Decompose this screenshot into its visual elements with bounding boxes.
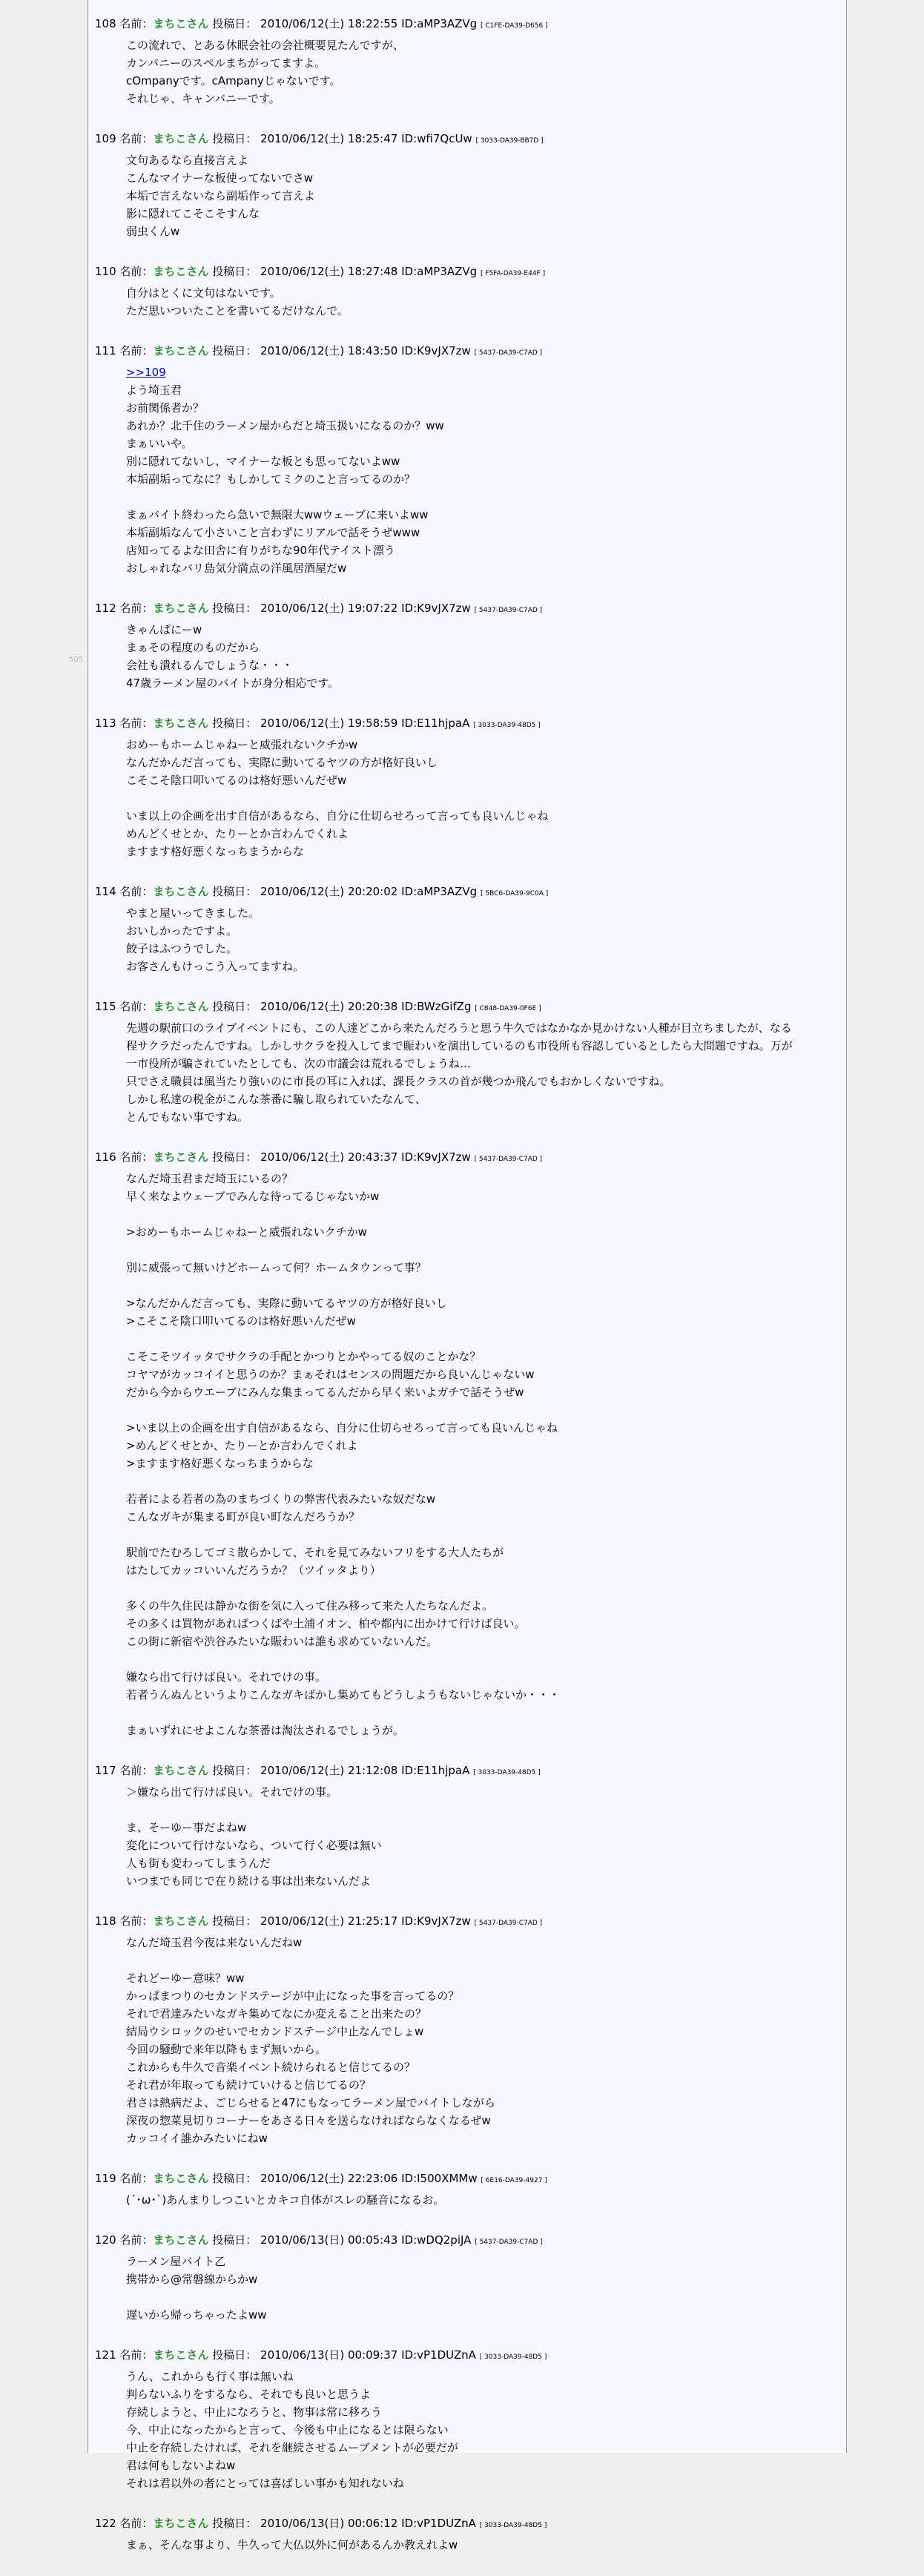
post-header [95,2231,836,2251]
poster-id: ID:wfi7QcUw [401,132,472,145]
post-date: 2010/06/12(土) 18:27:48 [260,265,398,278]
post-header [95,599,836,619]
poster-name: まちこさん [153,2233,209,2247]
post-line: なんだ埼玉君今夜は来ないんだねw [126,1936,303,1949]
post-line [126,1330,836,1348]
name-label: 名前： [119,1764,154,1777]
post-line [126,1704,836,1722]
post [95,1148,836,1739]
post-line: まぁ、そんな事より、牛久って大仏以外に何があるんか教えれよw [126,2538,458,2552]
post-number: 122 [95,2517,116,2530]
poster-id: ID:K9vJX7zw [401,1150,471,1164]
post-line [126,1801,836,1819]
post-number: 121 [95,2348,116,2362]
post-line: こそこそツイッタでサクラの手配とかつりとかやってる奴のことかな？ [126,1350,481,1363]
post-line: めんどくせとか、たりーとか言わんでくれよ [126,827,349,840]
post-header [95,1912,836,1932]
post-line: おしゃれなバリ島気分満点の洋風居酒屋だw [126,561,347,575]
post-number: 110 [95,265,116,278]
post-line: はたしてカッコいいんだろうか？（ツイッタより） [126,1564,381,1577]
posted-label: 投稿日： [212,1914,257,1928]
host-code: [ C848-DA39-0F6E ] [475,1005,541,1012]
post-number: 113 [95,717,116,730]
post-line: 只でさえ職員は風当たり強いのに市長の耳に入れば、課長クラスの首が幾つか飛んでもおかしくないですね。 [126,1075,671,1088]
posted-label: 投稿日： [212,132,257,145]
post-line: 深夜の惣菜見切りコーナーをあさる日々を送らなければならなくなるぜw [126,2114,491,2127]
posted-label: 投稿日： [212,17,257,30]
post-header [95,342,836,362]
post-date: 2010/06/12(土) 18:43:50 [260,344,398,358]
post-date: 2010/06/12(土) 21:25:17 [260,1914,398,1928]
post-line: 早く来なよウェーブでみんな待ってるじゃないかw [126,1190,380,1203]
post-line: 店知ってるよな田舎に有りがちな90年代テイスト漂う [126,544,395,557]
post-line: 今、中止になったからと言って、今後も中止になるとは限らない [126,2423,449,2437]
name-label: 名前： [119,1914,154,1928]
poster-id: ID:vP1DUZnA [401,2517,476,2530]
poster-name: まちこさん [153,1764,209,1777]
post-header [95,2170,836,2190]
post-line: まぁいずれにせよこんな茶番は淘汰されるでしょうが。 [126,1724,404,1737]
post-date: 2010/06/12(土) 19:07:22 [260,602,398,615]
posted-label: 投稿日： [212,2233,257,2247]
post-line: 若者うんぬんというよりこんなガキばかし集めてもどうしようもないじゃないか・・・ [126,1688,561,1702]
poster-name: まちこさん [153,1150,209,1164]
post-list [95,15,836,2576]
post-line: >ますます格好悪くなっちまうからな [126,1457,314,1470]
post-line: いつまでも同じで在り続ける事は出来ないんだよ [126,1874,372,1888]
post-line: (´･ω･`)あんまりしつこいとカキコ自体がスレの騒音になるお。 [126,2193,445,2207]
post-date: 2010/06/12(土) 20:20:38 [260,1000,398,1013]
post-line: 存続しようと、中止になろうと、物事は常に移ろう [126,2405,383,2419]
post-line: とんでもない事ですね。 [126,1110,249,1124]
name-label: 名前： [119,2233,154,2247]
post-line [126,789,836,807]
post-line [126,1951,836,1969]
post-line: まぁいいや。 [126,437,193,450]
post-line: かっぱまつりのセカンドステージが中止になった事を言ってるの？ [126,1989,460,2003]
post-line: 携帯から@常磐線からかw [126,2273,258,2286]
post-line: この街に新宿や渋谷みたいな賑わいは誰も求めていないんだ。 [126,1635,438,1648]
posted-label: 投稿日： [212,885,257,898]
poster-id: ID:K9vJX7zw [401,1914,471,1928]
posted-label: 投稿日： [212,1764,257,1777]
post-header [95,714,836,734]
poster-name: まちこさん [153,265,209,278]
post-line: よう埼玉君 [126,383,182,397]
host-code: [ 5BC6-DA39-9C0A ] [480,890,549,897]
post-line: 影に隠れてこそこそすんな [126,207,260,220]
post [95,2231,836,2324]
post-line: ＞嫌なら出て行けば良い。それでけの事。 [126,1785,338,1799]
host-code: [ 5437-DA39-C7AD ] [474,1920,543,1927]
poster-name: まちこさん [153,2348,209,2362]
post-line: >おめーもホームじゃねーと威張れないクチかw [126,1225,367,1239]
post-date: 2010/06/12(土) 21:12:08 [260,1764,398,1777]
post-line: ま、そーゆー事だよねw [126,1821,247,1834]
post-line: 先週の駅前口のライブイベントにも、この人達どこから来たんだろうと思う牛久ではなかなか見かけない人種が目立ちましたが、なる [126,1021,792,1035]
post-line [126,1650,836,1668]
post-number: 114 [95,885,116,898]
post-body [126,363,836,577]
post-line [126,1472,836,1490]
post-line: 本垢で言えないなら副垢作って言えよ [126,189,316,202]
post-line: 自分はとくに文句はないです。 [126,286,281,300]
post-line [126,1579,836,1597]
post-line [126,1241,836,1259]
post-line: いま以上の企画を出す自信があるなら、自分に仕切らせろって言っても良いんじゃね [126,809,549,823]
post-body [126,2253,836,2324]
post-body [126,621,836,692]
post-line: 若者による若者の為のまちづくりの弊害代表みたいな奴だなw [126,1492,436,1506]
post [95,599,836,692]
post-header [95,1148,836,1168]
post-date: 2010/06/13(日) 00:09:37 [260,2348,398,2362]
post [95,998,836,1126]
post-line: なんだ埼玉君まだ埼玉にいるの？ [126,1172,294,1185]
post-number: 119 [95,2172,116,2185]
post-header [95,1762,836,1782]
post-line [126,1277,836,1294]
post [95,15,836,108]
post-line: カッコイイ誰かみたいにねw [126,2132,268,2145]
post [95,342,836,577]
post-line: ただ思いついたことを書いてるだけなんで。 [126,304,349,317]
post-line: これからも牛久で音楽イベント続けられると信じてるの？ [126,2061,416,2074]
post-line: その多くは買物があればつくばや土浦イオン、柏や都内に出かけて行けば良い。 [126,1617,526,1630]
post-line: >こそこそ陰口叩いてるのは格好悪いんだぜw [126,1314,356,1328]
post-line: それで君達みたいなガキ集めてなにか変えること出来たの？ [126,2007,427,2020]
poster-name: まちこさん [153,1914,209,1928]
post-line: 本垢副垢なんて小さいこと言わずにリアルで話そうぜwww [126,526,420,539]
post-line [126,1526,836,1544]
post [95,130,836,240]
post-line: 多くの牛久住民は静かな街を気に入って住み移って来た人たちなんだよ。 [126,1599,494,1613]
post-body [126,1783,836,1890]
post-body [126,904,836,975]
post-line: うん、これからも行く事は無いね [126,2370,294,2383]
name-label: 名前： [119,2348,154,2362]
post-body [126,2191,836,2209]
post-header [95,2346,836,2366]
posted-label: 投稿日： [212,2172,257,2185]
host-code: [ 3033-DA39-48D5 ] [473,722,541,729]
name-label: 名前： [119,344,154,358]
post-header [95,130,836,150]
post-number: 117 [95,1764,116,1777]
thread-page [88,0,847,2552]
post-header [95,15,836,35]
name-label: 名前： [119,717,154,730]
poster-name: まちこさん [153,2172,209,2185]
post-line: >なんだかんだ言っても、実際に動いてるヤツの方が格好良いし [126,1297,447,1310]
posted-label: 投稿日： [212,344,257,358]
post [95,1912,836,2147]
post-line: 会社も潰れるんでしょうな・・・ [126,659,294,672]
post-line: 君は何もしないよねw [126,2459,236,2472]
poster-id: ID:aMP3AZVg [401,885,478,898]
post-body [126,736,836,860]
post-number: 118 [95,1914,116,1928]
side-mark: 505 [69,656,84,664]
name-label: 名前： [119,885,154,898]
post-line: 結局ウシロックのせいでセカンドステージ中止なんでしょw [126,2025,424,2038]
poster-id: ID:aMP3AZVg [401,265,478,278]
name-label: 名前： [119,132,154,145]
post-line: >いま以上の企画を出す自信があるなら、自分に仕切らせろって言っても良いんじゃね [126,1421,558,1434]
post-number: 109 [95,132,116,145]
post-body [126,1170,836,1739]
post-body [126,284,836,320]
posted-label: 投稿日： [212,717,257,730]
post-body [126,1019,836,1126]
post [95,1762,836,1890]
host-code: [ 5437-DA39-C7AD ] [474,1156,543,1163]
post-line: 今回の騒動で来年以降もまず無いから。 [126,2043,327,2056]
post-date: 2010/06/12(土) 18:22:55 [260,17,398,30]
host-code: [ 5437-DA39-C7AD ] [474,607,543,614]
post-line: こんなガキが集まる町が良い町なんだろうか？ [126,1510,360,1523]
poster-id: ID:wDQ2piJA [401,2233,472,2247]
host-code: [ 3033-DA39-48D5 ] [479,2522,547,2529]
name-label: 名前： [119,2517,154,2530]
post-number: 115 [95,1000,116,1013]
post-line: 別に隠れてないし、マイナーな板とも思ってないよww [126,455,400,468]
post-line: コヤマがカッコイイと思うのか？まぁそれはセンスの問題だから良いんじゃないw [126,1368,535,1381]
post-date: 2010/06/12(土) 22:23:06 [260,2172,398,2185]
post-line: 本垢副垢ってなに？もしかしてミクのこと言ってるのか？ [126,472,416,486]
host-code: [ 5437-DA39-C7AD ] [474,349,543,357]
post-line: それ君が年取っても続けていけると信じてるの？ [126,2078,372,2092]
post-line: 47歳ラーメン屋のバイトが身分相応です。 [126,676,340,690]
post-line: 一市役所が騙されていたとしても、次の市議会は荒れるでしょうね… [126,1057,471,1070]
post-header [95,263,836,283]
post-line: 遅いから帰っちゃったよww [126,2308,267,2322]
poster-name: まちこさん [153,2517,209,2530]
host-code: [ 3033-DA39-48D5 ] [479,2353,547,2361]
post-body [126,2536,836,2554]
name-label: 名前： [119,265,154,278]
post-line [126,2288,836,2306]
post-line: まぁその程度のものだから [126,641,260,654]
poster-name: まちこさん [153,1000,209,1013]
post-line: 変化について行けないなら、ついて行く必要は無い [126,1839,382,1852]
post-line: 中止を存続したければ、それを継続させるムーブメントが必要だが [126,2441,458,2454]
post-line: 餃子はふつうでした。 [126,942,238,955]
post-line: それどーゆー意味？ww [126,1971,245,1985]
poster-name: まちこさん [153,717,209,730]
post-line: 弱虫くんw [126,225,180,238]
post-number: 108 [95,17,116,30]
poster-name: まちこさん [153,602,209,615]
post-line: この流れで、とある休眠会社の会社概要見たんですが、 [126,39,404,52]
post-header [95,998,836,1018]
post-line: お前関係者か？ [126,401,205,415]
post-number: 120 [95,2233,116,2247]
host-code: [ 5437-DA39-C7AD ] [475,2239,543,2246]
poster-id: ID:BWzGifZg [401,1000,472,1013]
poster-id: ID:E11hjpaA [401,717,470,730]
post-body [126,1934,836,2147]
post [95,714,836,860]
post-line: 判らないふりをするなら、それでも良いと思うよ [126,2388,372,2401]
post-number: 116 [95,1150,116,1164]
post-body [126,2368,836,2492]
post-date: 2010/06/12(土) 20:43:37 [260,1150,398,1164]
post-line: なんだかんだ言っても、実際に動いてるヤツの方が格好良いし [126,756,438,769]
posted-label: 投稿日： [212,265,257,278]
post-date: 2010/06/12(土) 19:58:59 [260,717,398,730]
poster-id: ID:K9vJX7zw [401,602,471,615]
post-line: 文句あるなら直接言えよ [126,154,249,167]
host-code: [ C1FE-DA39-D656 ] [480,22,548,30]
post [95,2170,836,2209]
posted-label: 投稿日： [212,2517,257,2530]
name-label: 名前： [119,1000,154,1013]
post-line: 程サクラだったんですね。しかしサクラを投入してまで賑わいを演出しているのも市役所も容認しているとしたら大問題ですね。万が [126,1039,793,1053]
post-line: それじゃ、キャンバニーです。 [126,92,280,105]
post-line: ますます格好悪くなっちまうからな [126,845,305,858]
post-line: やまと屋いってきました。 [126,906,260,920]
post-body [126,151,836,240]
post-date: 2010/06/12(土) 18:25:47 [260,132,398,145]
post-body [126,36,836,108]
post [95,2514,836,2554]
name-label: 名前： [119,1150,154,1164]
poster-name: まちこさん [153,132,209,145]
post-line: おめーもホームじゃねーと威張れないクチかw [126,738,358,751]
poster-id: ID:vP1DUZnA [401,2348,476,2362]
post [95,883,836,975]
post-line: 別に威張って無いけどホームって何？ホームタウンって事？ [126,1261,426,1274]
post-line: 人も街も変わってしまうんだ [126,1857,271,1870]
name-label: 名前： [119,17,154,30]
reply-anchor-link[interactable]: >>109 [126,366,166,379]
post-line: カンバニーのスペルまちがってますよ。 [126,56,326,70]
post-line: だから今からウエーブにみんな集まってるんだから早く来いよガチで話そうぜw [126,1386,524,1399]
post [95,263,836,320]
post-line: 君さは熱病だよ、ごじらせると47にもなってラーメン屋でバイトしながら [126,2096,495,2109]
post-line [126,1401,836,1419]
host-code: [ 6E16-DA39-4927 ] [481,2177,547,2184]
posted-label: 投稿日： [212,1000,257,1013]
name-label: 名前： [119,602,154,615]
posted-label: 投稿日： [212,602,257,615]
post-line: おいしかったですよ。 [126,924,238,938]
post-line: それは君以外の者にとっては喜ばしい事かも知れないね [126,2477,404,2490]
post-number: 112 [95,602,116,615]
post [95,2346,836,2492]
host-code: [ F5FA-DA39-E44F ] [480,270,546,277]
poster-name: まちこさん [153,17,209,30]
poster-name: まちこさん [153,885,209,898]
post-line: お客さんもけっこう入ってますね。 [126,960,305,973]
post-date: 2010/06/13(日) 00:06:12 [260,2517,398,2530]
post-date: 2010/06/13(日) 00:05:43 [260,2233,398,2247]
post-header [95,2514,836,2534]
poster-id: ID:aMP3AZVg [401,17,478,30]
post-line: こんなマイナーな板使ってないでさw [126,171,313,185]
post-line: きゃんぱにーw [126,623,202,636]
host-code: [ 3033-DA39-48D5 ] [473,1769,541,1776]
post-line: あれか？北千住のラーメン屋からだと埼玉扱いになるのか？ww [126,419,444,432]
post-line: >めんどくせとか、たりーとか言わんでくれよ [126,1439,358,1452]
poster-id: ID:I500XMMw [401,2172,478,2185]
poster-id: ID:E11hjpaA [401,1764,470,1777]
post-line: まぁバイト終わったら急いで無限大wwウェーブに来いよww [126,508,429,521]
post-line [126,488,836,506]
post-line: 嫌なら出て行けば良い。それでけの事。 [126,1670,327,1684]
post-number: 111 [95,344,116,358]
post-line [126,1205,836,1223]
post-line: しかし私達の税金がこんな茶番に騙し取られていたなんて、 [126,1093,426,1106]
poster-id: ID:K9vJX7zw [401,344,471,358]
name-label: 名前： [119,2172,154,2185]
post-line: ラーメン屋バイト乙 [126,2255,226,2268]
poster-name: まちこさん [153,344,209,358]
posted-label: 投稿日： [212,2348,257,2362]
post-line: こそこそ陰口叩いてるのは格好悪いんだぜw [126,774,347,787]
host-code: [ 3033-DA39-BB7D ] [475,137,544,145]
post-line: cOmpanyです。cAmpanyじゃないです。 [126,74,341,88]
post-header [95,883,836,903]
post-date: 2010/06/12(土) 20:20:02 [260,885,398,898]
post-line: 駅前でたむろしてゴミ散らかして、それを見てみないフリをする大人たちが [126,1546,504,1559]
posted-label: 投稿日： [212,1150,257,1164]
